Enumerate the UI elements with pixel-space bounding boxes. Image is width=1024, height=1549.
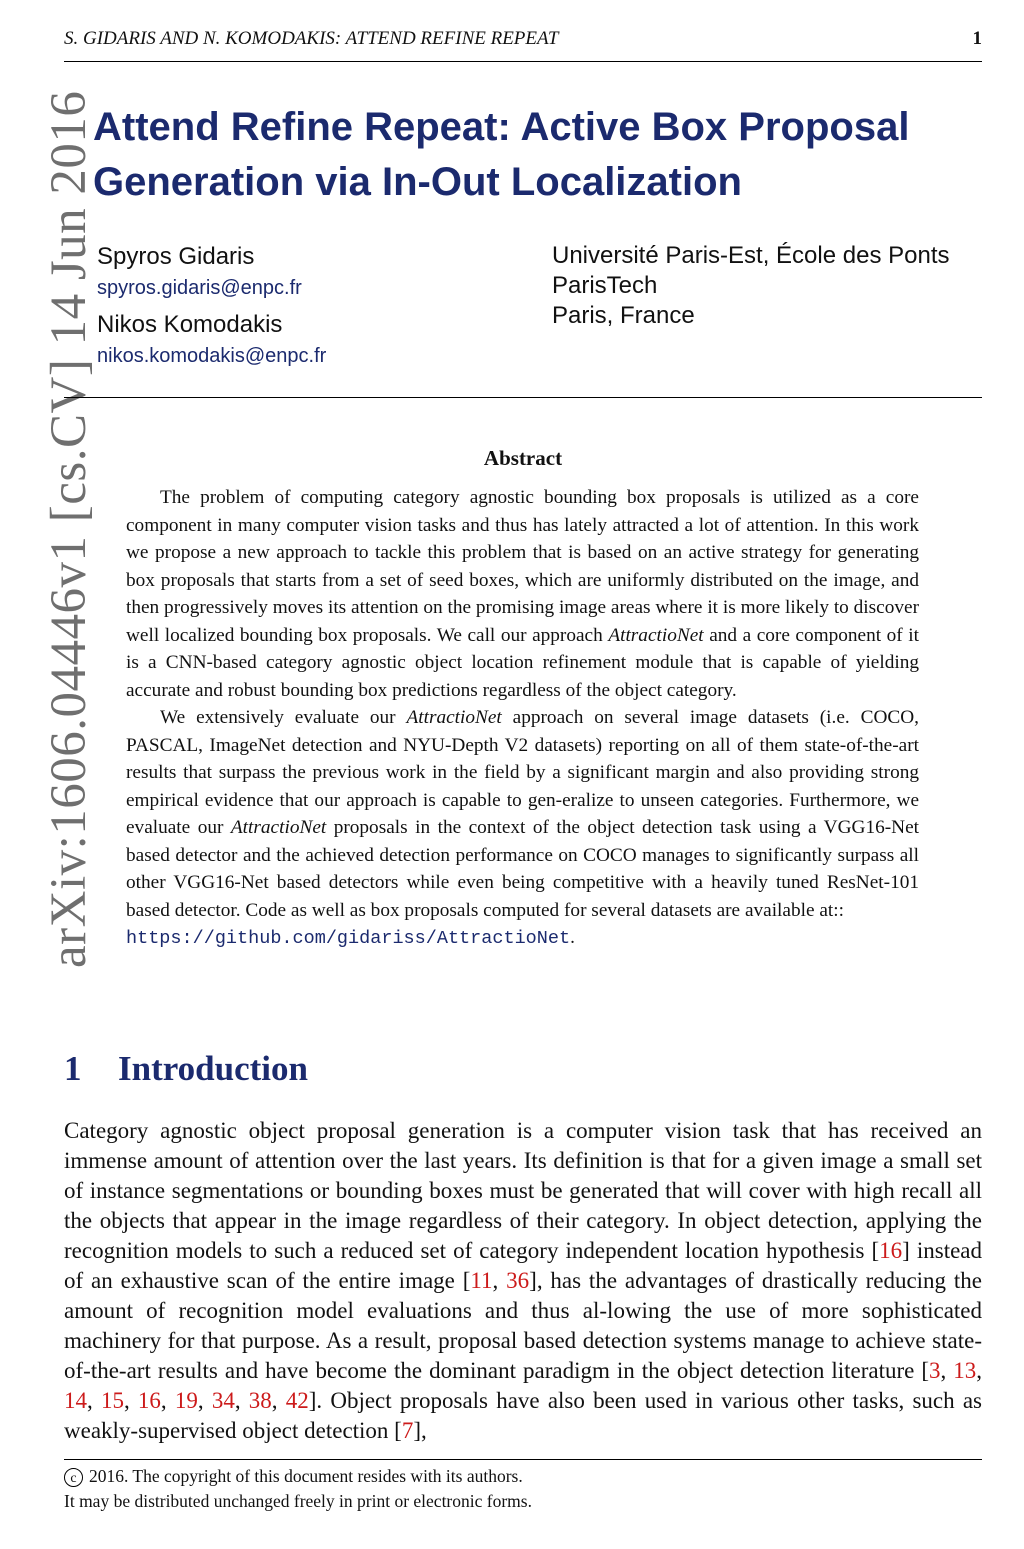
abstract-paragraph-2 — [126, 704, 919, 953]
citation-link[interactable]: 34 — [211, 1388, 235, 1413]
copyright-footnote — [64, 1464, 532, 1514]
method-name: AttractioNet — [406, 707, 502, 728]
citation-link[interactable]: 36 — [506, 1268, 530, 1293]
method-name: AttractioNet — [230, 817, 327, 838]
citation-separator: , — [160, 1388, 175, 1413]
title-line-2: Generation via In-Out Localization — [93, 160, 742, 204]
affiliation-line-3: Paris, France — [552, 302, 695, 329]
citation-link[interactable]: 15 — [100, 1388, 124, 1413]
running-head — [64, 28, 982, 52]
paper-title — [93, 100, 993, 210]
author-name-2: Nikos Komodakis — [97, 311, 283, 338]
intro-paragraph — [64, 1116, 982, 1446]
abstract-text: and a core component of it is a CNN-based category agnostic object location refinement module that is capable of yielding accurate and robust bounding box predictions regardless of the object category. — [126, 624, 919, 701]
citation-link[interactable]: 13 — [953, 1358, 977, 1383]
abstract-paragraph-1 — [126, 484, 919, 704]
author-email-1[interactable]: spyros.gidaris@enpc.fr — [97, 277, 302, 299]
abstract-heading: Abstract — [483, 446, 563, 470]
citation-link[interactable]: 38 — [248, 1388, 272, 1413]
title-rule — [64, 397, 982, 398]
citation-separator: , — [940, 1358, 954, 1383]
citation-separator: , — [87, 1388, 101, 1413]
section-title: Introduction — [118, 1049, 308, 1088]
title-line-1: Attend Refine Repeat: Active Box Proposal — [93, 105, 910, 149]
affiliation-line-2: ParisTech — [552, 272, 658, 299]
citation-separator: , — [123, 1388, 138, 1413]
citation-link[interactable]: 19 — [174, 1388, 198, 1413]
footnote-line-2: It may be distributed unchanged freely in print or electronic forms. — [64, 1491, 532, 1511]
citation-separator: , — [197, 1388, 212, 1413]
code-url-link[interactable]: https://github.com/gidariss/AttractioNet — [126, 928, 571, 949]
author-email-2[interactable]: nikos.komodakis@enpc.fr — [97, 345, 327, 367]
author-name-1: Spyros Gidaris — [97, 243, 255, 270]
citation-link[interactable]: 7 — [401, 1418, 414, 1443]
citation-link[interactable]: 11 — [470, 1268, 493, 1293]
affiliation-line-1: Université Paris-Est, École des Ponts — [552, 242, 950, 269]
affiliation — [552, 241, 950, 331]
citation-link[interactable]: 14 — [64, 1388, 87, 1413]
footnote-text: 2016. The copyright of this document resides with its authors. — [89, 1466, 523, 1486]
citation-link[interactable]: 16 — [879, 1238, 903, 1263]
page-number: 1 — [972, 28, 982, 49]
citation-link[interactable]: 3 — [929, 1358, 941, 1383]
citation-separator: , — [234, 1388, 249, 1413]
intro-text: ], — [413, 1418, 427, 1443]
intro-text: ]. Object proposals have also been used in various other tasks, such as weakly-supervised object detection [ — [64, 1388, 982, 1443]
arxiv-stamp: arXiv:1606.04446v1 [cs.CV] 14 Jun 2016 — [41, 90, 97, 968]
abstract-text: . — [570, 927, 575, 948]
intro-text: ], has the advantages of drastically reducing the amount of recognition model evaluations and thus al-lowing the use of more sophisticated machinery for that purpose. As a result, proposal based detection systems manage to achieve state-of-the-art results and have become the dominant paradigm in the object detection literature [ — [64, 1268, 982, 1383]
running-title: S. GIDARIS AND N. KOMODAKIS: ATTEND REFINE REPEAT — [64, 28, 559, 49]
section-number: 1 — [64, 1049, 82, 1088]
header-rule — [64, 61, 982, 62]
section-heading — [64, 1049, 308, 1089]
abstract-body — [126, 484, 919, 953]
abstract-text: We extensively evaluate our — [160, 707, 407, 728]
citation-separator: , — [492, 1268, 507, 1293]
abstract-text: approach on several image datasets (i.e. COCO, PASCAL, ImageNet detection and NYU-Depth V2 datasets) reporting on all of them state-of-the-art results that surpass the previous work in the field by a significant margin and also providing strong empirical evidence that our approach is capable to gen-eralize to unseen categories. Furthermore, we evaluate our — [126, 707, 919, 838]
method-name: AttractioNet — [608, 624, 704, 646]
citation-link[interactable]: 42 — [285, 1388, 309, 1413]
citation-separator: , — [976, 1358, 982, 1383]
abstract-text: The problem of computing category agnostic bounding box proposals is utilized as a core component in many computer vision tasks and thus has lately attracted a lot of attention. In this work we propose a new approach to tackle this problem that is based on an active strategy for generating box proposals that starts from a set of seed boxes, which are uniformly distributed on the image, and then progressively moves its attention on the promising image areas where it is more likely to discover well localized bounding box proposals. We call our approach — [126, 487, 919, 646]
citation-link[interactable]: 16 — [137, 1388, 161, 1413]
copyright-icon: c — [64, 1468, 83, 1487]
intro-text: Category agnostic object proposal generation is a computer vision task that has received an immense amount of attention over the last years. Its definition is that for a given image a small set of instance segmentations or bounding boxes must be generated that will cover with high recall all the objects that appear in the image regardless of their category. In object detection, applying the recognition models to such a reduced set of category independent location hypothesis [ — [64, 1118, 982, 1263]
abstract-text: proposals in the context of the object detection task using a VGG16-Net based detector and the achieved detection performance on COCO manages to significantly surpass all other VGG16-Net based detectors while even being competitive with a heavily tuned ResNet-101 based detector. Code as well as box proposals computed for several datasets are available at:: — [126, 817, 919, 921]
footnote-line-1 — [64, 1464, 532, 1489]
footnote-rule — [64, 1459, 982, 1460]
intro-text: ] instead of an exhaustive scan of the entire image [ — [64, 1238, 983, 1293]
citation-separator: , — [271, 1388, 286, 1413]
